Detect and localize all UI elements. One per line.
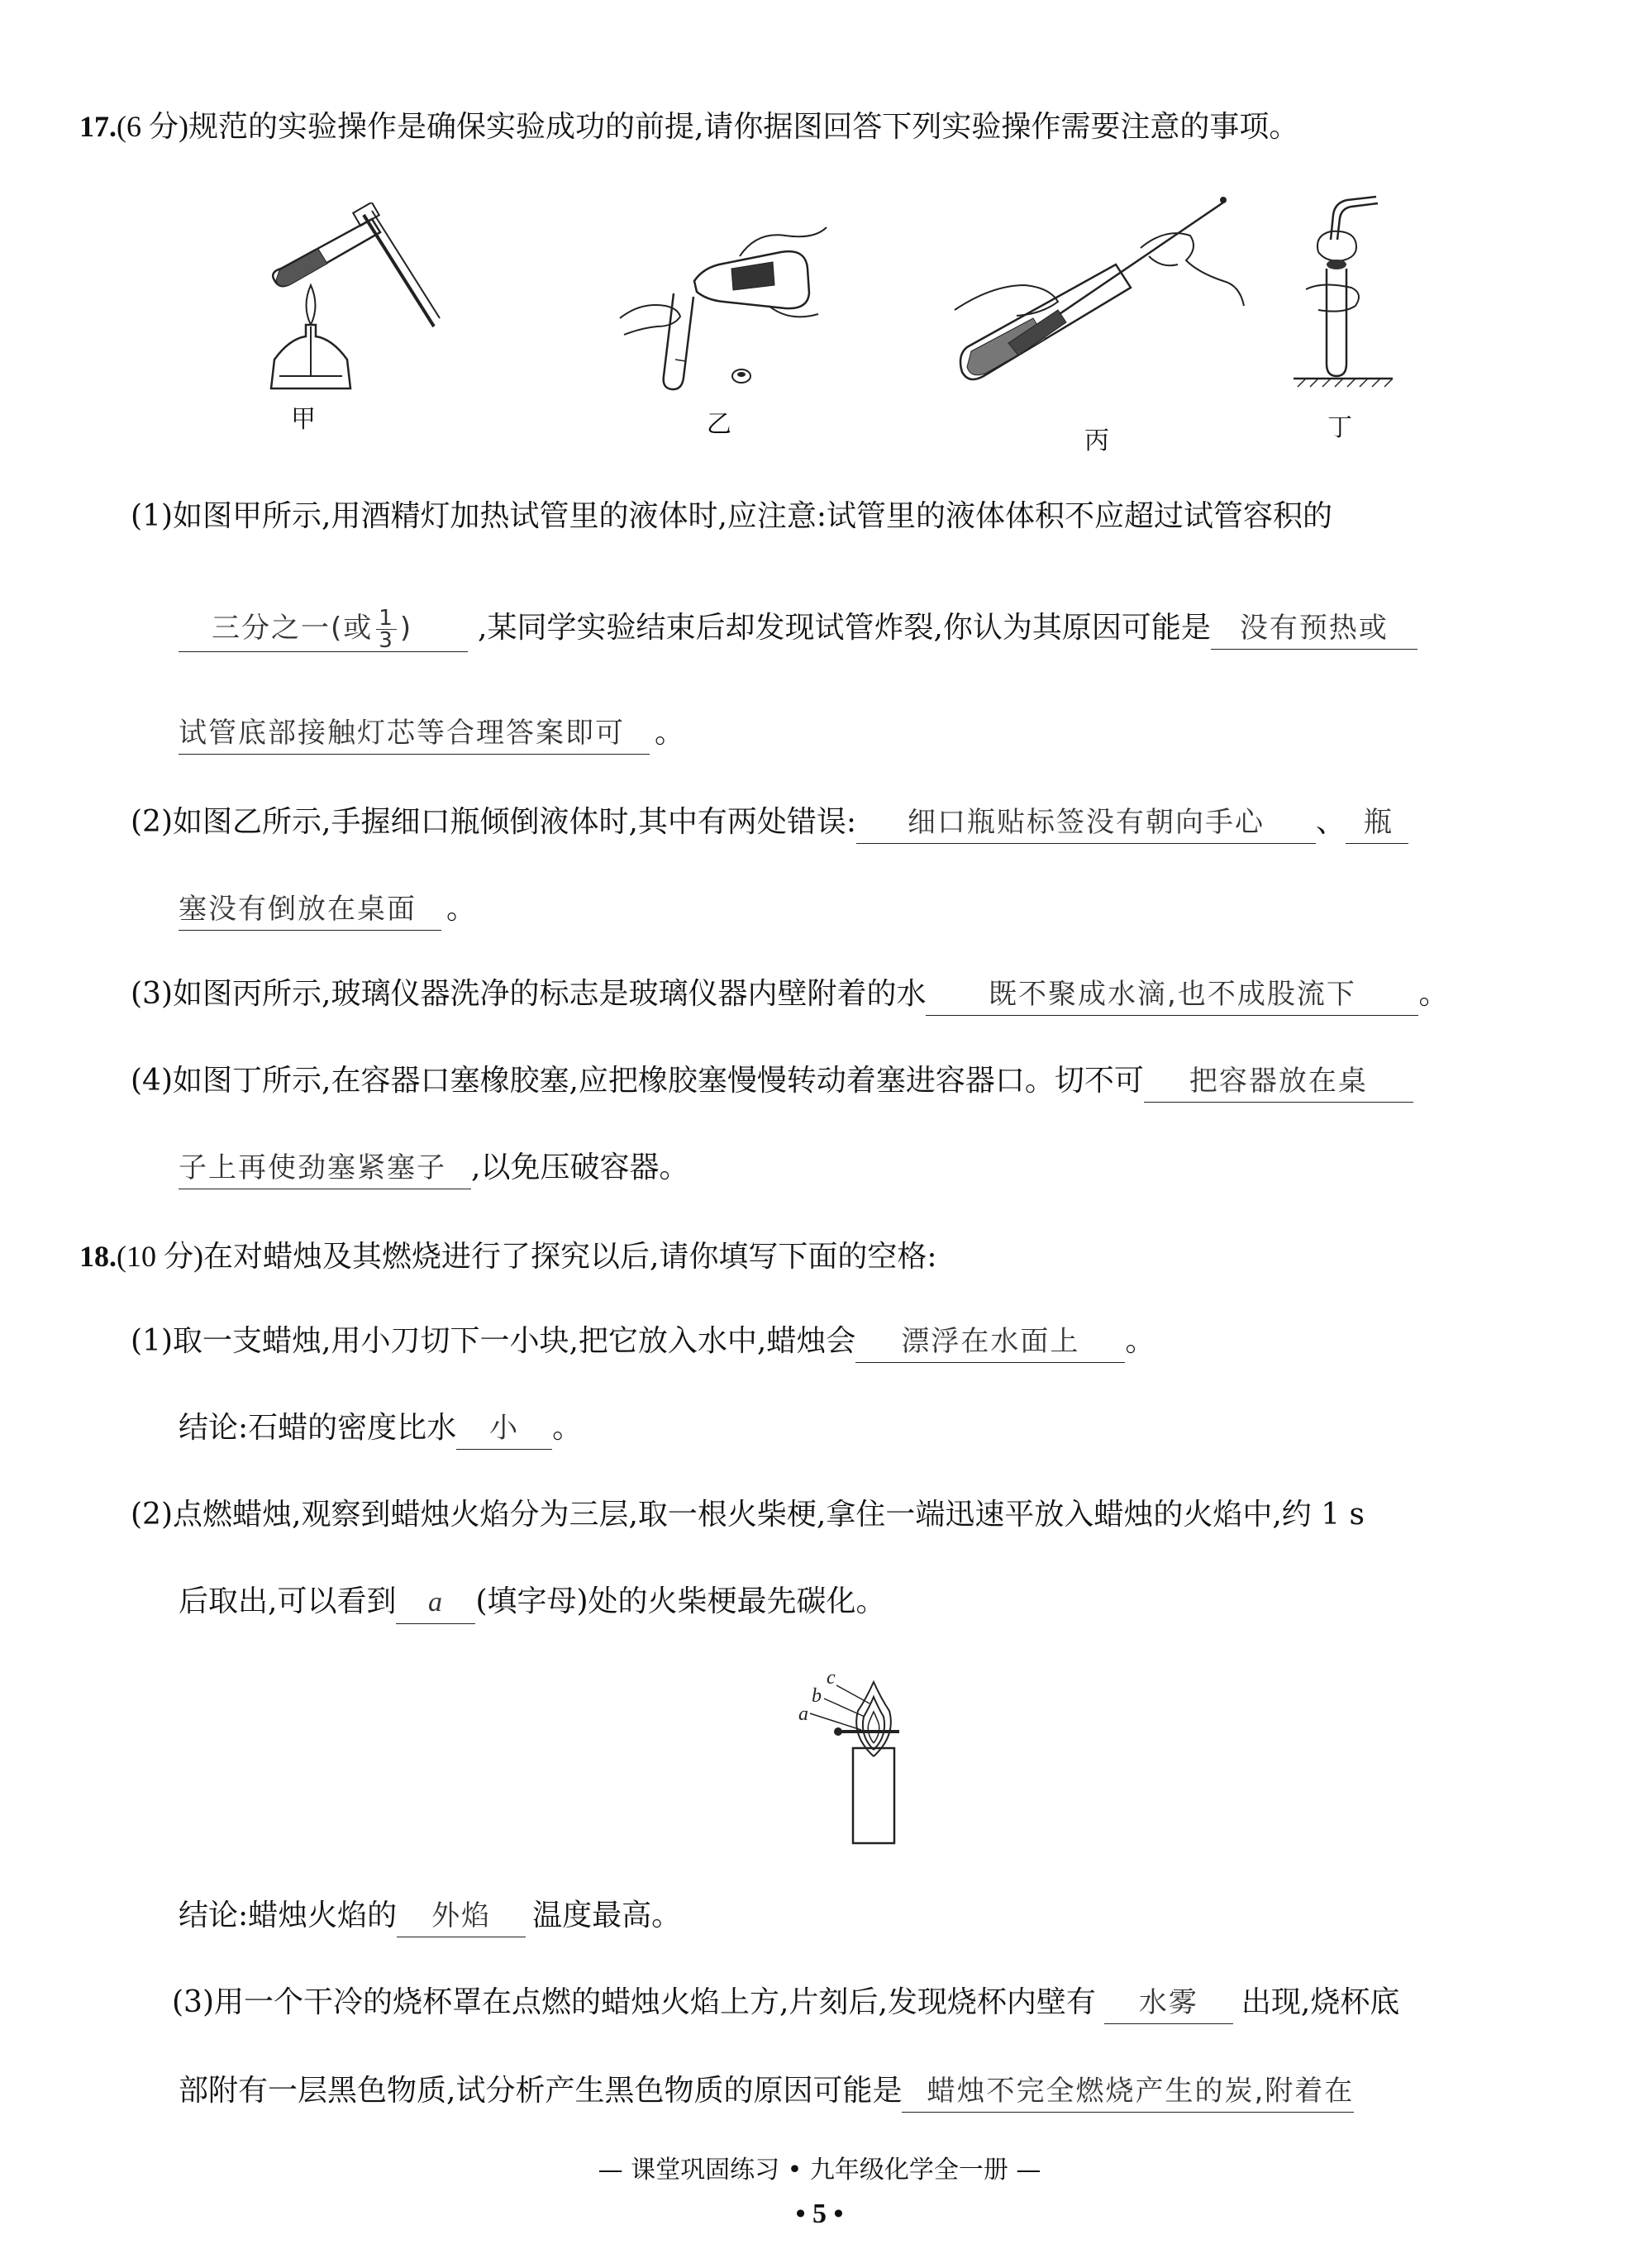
q17-p2-answer1: 细口瓶贴标签没有朝向手心	[856, 802, 1316, 844]
q18-p2-conclusion	[179, 1895, 681, 1937]
q18-p2-line1	[131, 1494, 1365, 1536]
q18-p2-concl-text: 结论:蜡烛火焰的	[179, 1899, 398, 1932]
q17-p3-text-a: (3)如图丙所示,玻璃仪器洗净的标志是玻璃仪器内壁附着的水	[131, 977, 927, 1011]
q17-p2-end: 。	[446, 892, 477, 926]
q18-stem-line	[79, 1236, 937, 1278]
flame-label-a: a	[798, 1703, 808, 1725]
one-third-fraction	[376, 608, 397, 651]
q17-p1-answer1	[179, 608, 468, 652]
q18-p3-text-c: 部附有一层黑色物质,试分析产生黑色物质的原因可能是	[179, 2074, 903, 2108]
q17-stem-line	[79, 106, 1298, 148]
caption-ding: 丁	[1327, 413, 1352, 442]
q18-p1-concl-answer: 小	[456, 1408, 552, 1450]
q18-p3-text-a: (3)用一个干冷的烧杯罩在点燃的蜡烛火焰上方,片刻后,发现烧杯内壁有	[172, 1985, 1096, 2019]
q17-p4-line2	[179, 1147, 688, 1189]
fraction-denominator: 3	[379, 628, 394, 653]
q18-p1-end: 。	[1125, 1324, 1155, 1358]
figure-candle-flame	[793, 1665, 926, 1847]
q18-p3-line2	[179, 2070, 1354, 2113]
q17-stem: 规范的实验操作是确保实验成功的前提,请你据图回答下列实验操作需要注意的事项。	[188, 110, 1299, 144]
q18-p2-text-c: (填字母)处的火柴梗最先碳化。	[475, 1584, 886, 1618]
caption-yi: 乙	[707, 410, 731, 439]
q18-p2-text-b: 后取出,可以看到	[179, 1584, 397, 1618]
q17-p3-line	[131, 974, 1448, 1016]
q17-p2-sep: 、	[1316, 805, 1346, 839]
q18-p1-text-a: (1)取一支蜡烛,用小刀切下一小块,把它放入水中,蜡烛会	[131, 1324, 856, 1358]
q17-p4-end: ,以免压破容器。	[471, 1151, 689, 1184]
figure-ding-stopper	[1285, 190, 1401, 405]
q17-p2-answer2-b: 塞没有倒放在桌面	[179, 889, 441, 931]
q18-points: (10 分)	[117, 1240, 203, 1273]
q17-number: 17.	[79, 110, 117, 143]
caption-bing: 丙	[1084, 426, 1109, 455]
q17-p1-text-b: ,某同学实验结束后却发现试管炸裂,你认为其原因可能是	[478, 611, 1211, 645]
q18-p1-line1	[131, 1321, 1155, 1363]
q17-p4-answer-b: 子上再使劲塞紧塞子	[179, 1147, 471, 1189]
q17-p1-line2	[179, 608, 1417, 652]
q17-p3-end: 。	[1418, 977, 1449, 1011]
fraction-numerator: 1	[376, 608, 397, 630]
page-number: • 5 •	[795, 2199, 844, 2229]
q17-p1-text-a: (1)如图甲所示,用酒精灯加热试管里的液体时,应注意:试管里的液体体积不应超过试管容积的	[131, 499, 1333, 533]
q18-number: 18.	[79, 1240, 117, 1273]
q17-p1-answer1-a: 三分之一(或	[212, 612, 374, 645]
figure-jia-heating	[256, 202, 455, 401]
q17-p3-answer: 既不聚成水滴,也不成股流下	[926, 974, 1418, 1016]
q17-p1-line1	[131, 496, 1332, 537]
q17-points: (6 分)	[117, 110, 188, 143]
q18-p3-answer2: 蜡烛不完全燃烧产生的炭,附着在	[902, 2070, 1354, 2113]
q17-p1-answer1-b: )	[399, 612, 413, 645]
q18-p1-answer: 漂浮在水面上	[855, 1321, 1125, 1363]
q18-stem: 在对蜡烛及其燃烧进行了探究以后,请你填写下面的空格:	[202, 1240, 937, 1274]
q17-p1-answer2-a: 没有预热或	[1211, 608, 1417, 650]
figure-bing-washing	[951, 190, 1248, 413]
q18-p1-conclusion	[179, 1408, 582, 1450]
q17-p4-answer-a: 把容器放在桌	[1144, 1060, 1413, 1103]
q17-p4-line1	[131, 1060, 1413, 1103]
flame-label-c: c	[827, 1667, 836, 1689]
q18-p1-concl-text: 结论:石蜡的密度比水	[179, 1411, 457, 1445]
q18-p3-text-b: 出现,烧杯底	[1241, 1985, 1400, 2019]
caption-jia: 甲	[291, 405, 316, 434]
q18-p2-text-a: (2)点燃蜡烛,观察到蜡烛火焰分为三层,取一根火柴梗,拿住一端迅速平放入蜡烛的火焰中,约 1 s	[131, 1498, 1365, 1532]
q17-p2-line2	[179, 889, 476, 931]
q18-p3-line1	[172, 1982, 1399, 2024]
q18-p2-concl-answer: 外焰	[397, 1895, 526, 1937]
q17-p1-line3	[179, 712, 684, 755]
q17-p1-end: 。	[655, 716, 685, 750]
q17-p1-answer2-b: 试管底部接触灯芯等合理答案即可	[179, 712, 650, 755]
q17-p2-text-a: (2)如图乙所示,手握细口瓶倾倒液体时,其中有两处错误:	[131, 805, 857, 839]
q18-p2-line2	[179, 1581, 886, 1624]
q17-p2-answer2-a: 瓶	[1346, 802, 1408, 844]
q17-p2-line1	[131, 802, 1408, 844]
q18-p2-answer: a	[396, 1582, 475, 1624]
q18-p3-answer1: 水雾	[1104, 1982, 1233, 2024]
q17-p4-text-a: (4)如图丁所示,在容器口塞橡胶塞,应把橡胶塞慢慢转动着塞进容器口。切不可	[131, 1064, 1144, 1098]
figure-yi-pouring	[616, 211, 831, 401]
flame-label-b: b	[812, 1685, 822, 1707]
footer-title: — 课堂巩固练习 • 九年级化学全一册 —	[598, 2156, 1041, 2185]
q18-p1-concl-end: 。	[552, 1411, 583, 1445]
q18-p2-concl-end: 温度最高。	[532, 1899, 682, 1932]
